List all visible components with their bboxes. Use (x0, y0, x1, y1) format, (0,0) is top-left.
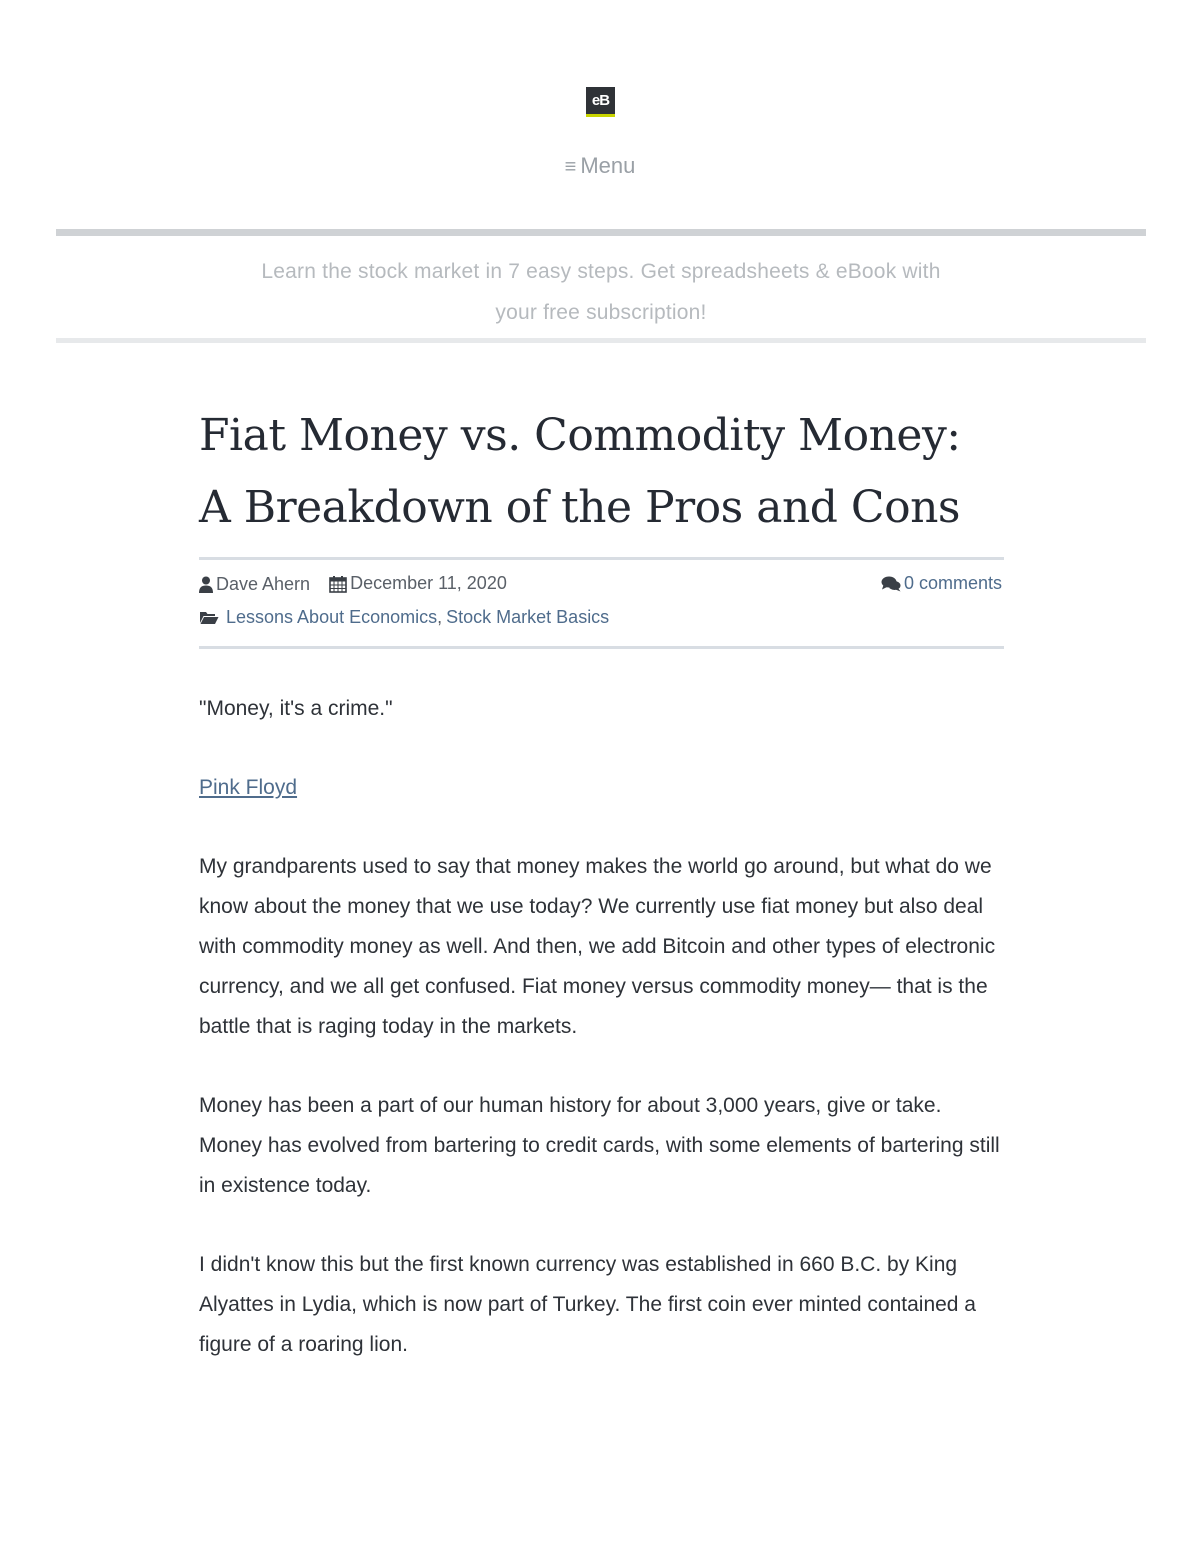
menu-label: Menu (580, 153, 636, 178)
author-name: Dave Ahern (216, 573, 311, 594)
category-link-stock-market-basics[interactable]: Stock Market Basics (446, 607, 610, 627)
meta-row-primary (199, 573, 1004, 599)
hamburger-menu-icon: ≡ (564, 156, 577, 178)
comments-link[interactable] (881, 573, 1002, 594)
paragraph-2: Money has been a part of our human history for about 3,000 years, give or take. Money has evolved from bartering to credit cards, with some elements of bartering still in existence today. (199, 1094, 1000, 1197)
user-icon (199, 576, 213, 593)
promo-text[interactable]: Learn the stock market in 7 easy steps. Get spreadsheets & eBook with your free subscription! (261, 260, 941, 324)
category-link-economics[interactable]: Lessons About Economics (226, 607, 438, 627)
site-logo[interactable]: eB (586, 87, 615, 117)
post-author (199, 574, 310, 595)
post-content (199, 689, 1004, 1404)
subscription-promo-bar (56, 229, 1146, 343)
paragraph-1: My grandparents used to say that money makes the world go around, but what do we know about the money that we use today? We currently use fiat money but also deal with commodity money as well. And then, we add Bitcoin and other types of electronic currency, and we all get confused. Fiat money versus commodity money— that is the battle that is raging today in the markets. (199, 855, 996, 1038)
category-separator: , (437, 607, 443, 627)
menu-toggle-button[interactable] (0, 153, 1200, 179)
post-meta (199, 557, 1004, 649)
post-date (329, 573, 507, 594)
pink-floyd-link[interactable]: Pink Floyd (199, 776, 298, 799)
epigraph-source (199, 768, 1004, 808)
meta-row-categories (199, 607, 1004, 633)
folder-open-icon (199, 610, 219, 625)
article (199, 400, 1004, 1356)
date-text: December 11, 2020 (350, 573, 507, 593)
post-title: Fiat Money vs. Commodity Money: A Breakdown of the Pros and Cons (199, 410, 961, 533)
comments-count: 0 comments (903, 573, 1002, 593)
calendar-icon (329, 575, 347, 593)
paragraph-3: I didn't know this but the first known currency was established in 660 B.C. by King Alyattes in Lydia, which is now part of Turkey. The first coin ever minted contained a figure of a roaring lion. (199, 1253, 976, 1356)
epigraph-quote: "Money, it's a crime." (199, 697, 393, 720)
post-categories (199, 607, 609, 628)
comments-icon (881, 576, 901, 592)
